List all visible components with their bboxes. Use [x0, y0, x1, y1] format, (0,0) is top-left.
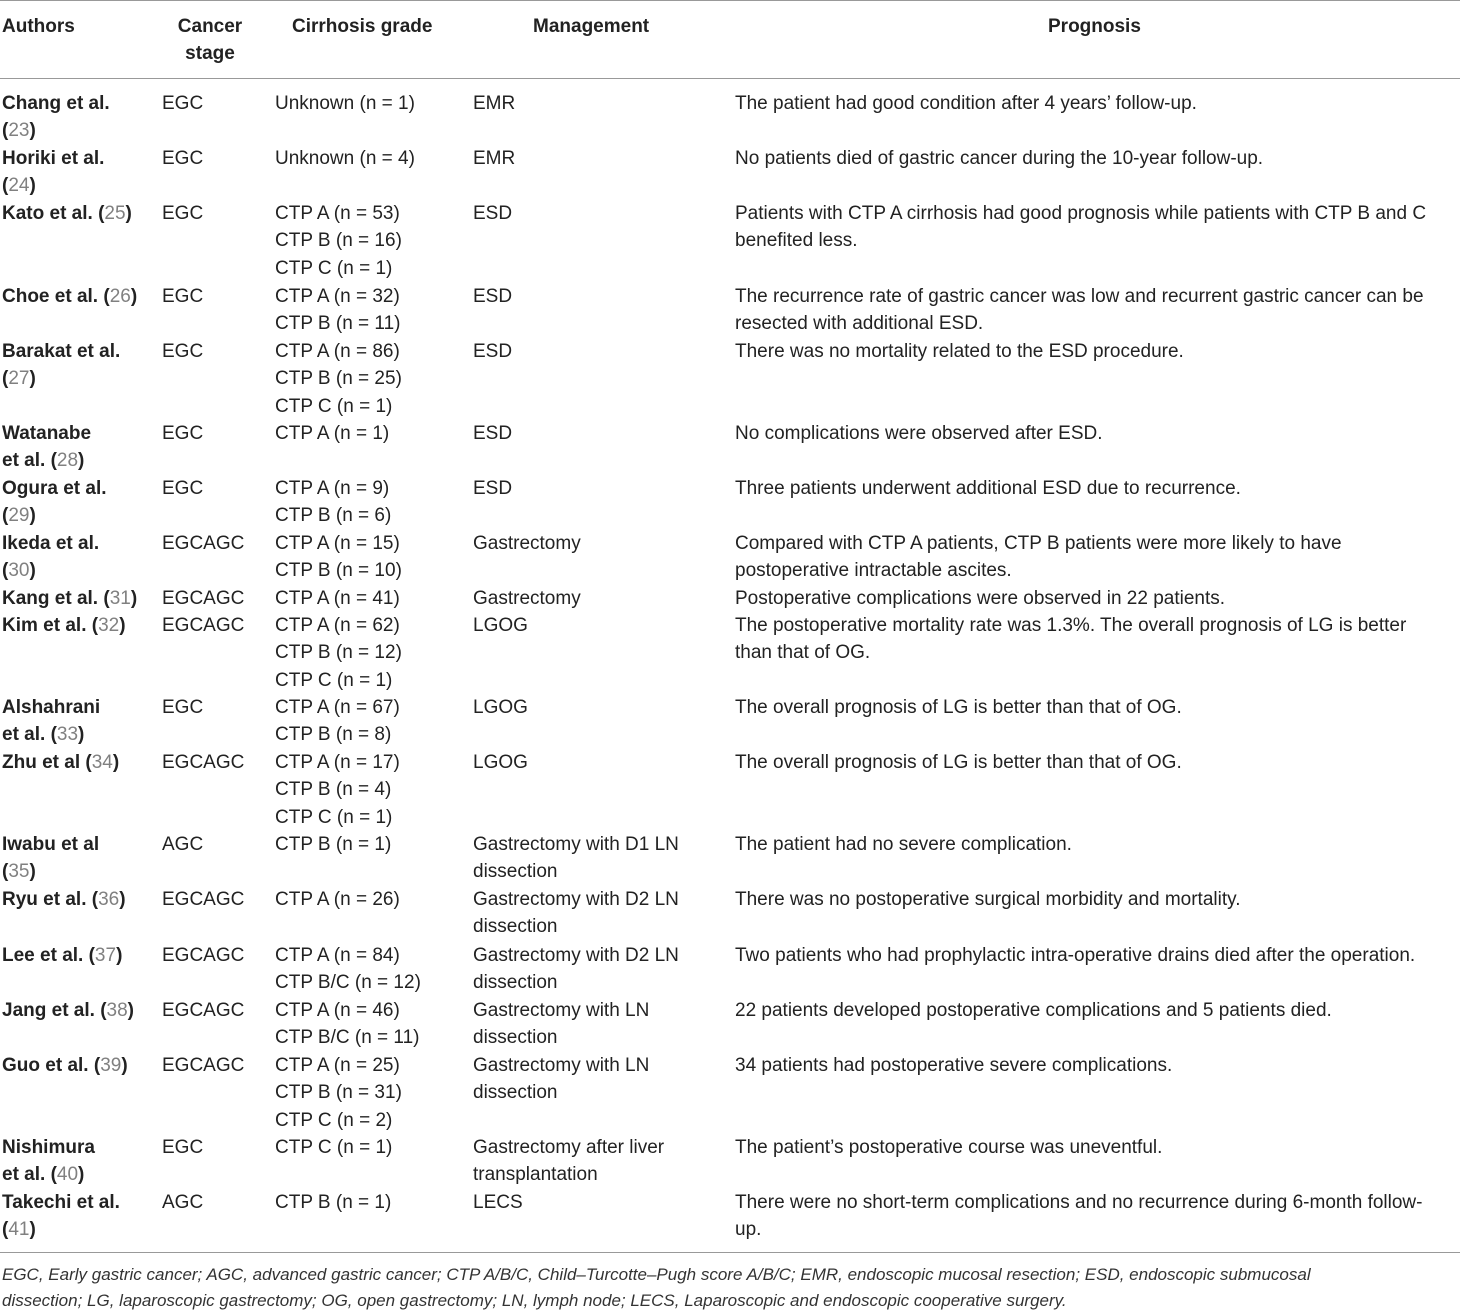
cell-prognosis-line: up. [735, 1219, 762, 1241]
cell-management-line: ESD [473, 478, 513, 499]
cell-prognosis [735, 831, 1457, 858]
author-name: Choe et al. ( [2, 286, 110, 307]
author-bracket: ) [119, 889, 126, 910]
cell-cirrhosis-grade-line: CTP A (n = 32) [275, 286, 400, 307]
footnote-line: EGC, Early gastric cancer; AGC, advanced gastric cancer; CTP A/B/C, Child–Turcotte–Pugh score A/B/C; EMR, endoscopic mucosal resection; ESD, endoscopic submucosal [2, 1265, 1311, 1284]
reference-link[interactable]: 23 [8, 120, 30, 142]
author-name-cont: ( [2, 120, 9, 142]
reference-link[interactable]: 31 [109, 588, 131, 609]
cell-cirrhosis-grade-line: CTP A (n = 67) [275, 697, 400, 718]
cell-prognosis [735, 1189, 1457, 1244]
cell-prognosis [735, 530, 1457, 585]
cell-prognosis-line: Patients with CTP A cirrhosis had good prognosis while patients with CTP B and C [735, 203, 1427, 224]
cell-prognosis [735, 585, 1457, 612]
cell-cancer-stage: EGCAGC [162, 533, 245, 554]
cell-cancer-stage: EGCAGC [162, 752, 245, 773]
cell-cirrhosis-grade-line: CTP A (n = 26) [275, 889, 400, 910]
cell-cancer-stage: AGC [162, 834, 204, 855]
cell-prognosis-line: The overall prognosis of LG is better than that of OG. [735, 752, 1182, 773]
author-name-cont: ( [2, 1219, 9, 1241]
author-name: Lee et al. ( [2, 945, 95, 966]
cell-management-line: Gastrectomy with D2 LN [473, 945, 679, 966]
author-bracket: ) [29, 1219, 36, 1241]
author-name: Kato et al. ( [2, 203, 105, 224]
cell-cancer-stage: EGCAGC [162, 1055, 245, 1076]
cell-management [473, 338, 728, 365]
cell-management-line: dissection [473, 1027, 558, 1049]
cell-cirrhosis-grade-line: CTP B (n = 4) [275, 779, 392, 801]
cell-prognosis-line: benefited less. [735, 230, 858, 252]
cell-prognosis-line: 22 patients developed postoperative complications and 5 patients died. [735, 1000, 1332, 1021]
cell-authors [2, 90, 152, 145]
cell-management-line: ESD [473, 423, 513, 444]
cell-prognosis-line: Three patients underwent additional ESD due to recurrence. [735, 478, 1241, 499]
cell-cirrhosis-grade-line: CTP A (n = 62) [275, 615, 400, 636]
cell-prognosis [735, 475, 1457, 502]
author-bracket: ) [130, 286, 138, 307]
cell-cirrhosis-grade-line: CTP A (n = 84) [275, 945, 400, 966]
cell-cirrhosis-grade-line: CTP A (n = 46) [275, 1000, 400, 1021]
cell-management [473, 694, 728, 721]
cell-management-line: Gastrectomy [473, 588, 581, 609]
cell-management-line: Gastrectomy with D2 LN [473, 889, 679, 910]
cell-authors [2, 942, 152, 969]
cell-management [473, 886, 728, 941]
cell-cirrhosis-grade-line: CTP A (n = 86) [275, 341, 400, 362]
cell-management-line: Gastrectomy with LN [473, 1000, 650, 1021]
cell-cirrhosis-grade [275, 942, 465, 997]
cell-cirrhosis-grade [275, 145, 465, 172]
cell-cirrhosis-grade [275, 749, 465, 831]
cell-prognosis [735, 997, 1457, 1024]
cell-authors [2, 694, 152, 749]
cell-cancer-stage: EGC [162, 697, 204, 718]
author-bracket: ) [29, 120, 36, 142]
cell-cirrhosis-grade-line: CTP A (n = 25) [275, 1055, 400, 1076]
cell-cirrhosis-grade [275, 831, 465, 858]
cell-authors [2, 1134, 152, 1189]
cell-authors [2, 200, 152, 227]
cell-prognosis-line: The overall prognosis of LG is better than that of OG. [735, 697, 1182, 718]
author-name: Ryu et al. ( [2, 889, 99, 910]
author-name: Zhu et al ( [2, 752, 92, 773]
header-authors: Authors [2, 16, 75, 37]
cell-authors [2, 749, 152, 776]
cell-management-line: dissection [473, 861, 558, 883]
cell-prognosis-line: Two patients who had prophylactic intra-operative drains died after the operation. [735, 945, 1416, 966]
cell-cancer-stage: EGC [162, 1137, 204, 1158]
header-cancer-stage [162, 13, 258, 67]
reference-link[interactable]: 37 [94, 945, 117, 966]
cell-prognosis [735, 1052, 1457, 1079]
cell-prognosis-line: The postoperative mortality rate was 1.3%. The overall prognosis of LG is better [735, 615, 1407, 636]
author-name-cont: et al. ( [2, 1164, 57, 1186]
cell-prognosis-line: No complications were observed after ESD. [735, 423, 1103, 444]
header-cirrhosis-grade: Cirrhosis grade [292, 16, 433, 37]
cell-cirrhosis-grade-line: CTP A (n = 41) [275, 588, 400, 609]
cell-cirrhosis-grade-line: CTP C (n = 2) [275, 1109, 393, 1131]
cell-cirrhosis-grade-line: CTP A (n = 1) [275, 423, 390, 444]
cell-cirrhosis-grade-line: CTP A (n = 17) [275, 752, 400, 773]
cell-prognosis-line: There was no mortality related to the ESD procedure. [735, 341, 1184, 362]
author-bracket: ) [29, 505, 36, 527]
reference-link[interactable]: 40 [56, 1164, 79, 1186]
cell-management-line: EMR [473, 148, 516, 169]
table-footnote [2, 1262, 1457, 1314]
cell-cancer-stage: AGC [162, 1192, 204, 1213]
cell-prognosis [735, 338, 1457, 365]
cell-cirrhosis-grade-line: CTP C (n = 1) [275, 1137, 393, 1158]
cell-management [473, 831, 728, 886]
cell-management [473, 1052, 728, 1107]
cell-cirrhosis-grade [275, 283, 465, 338]
cell-cirrhosis-grade-line: CTP C (n = 1) [275, 669, 393, 691]
header-cancer-stage-line2: stage [185, 43, 235, 64]
reference-link[interactable]: 33 [56, 724, 79, 746]
author-bracket: ) [116, 945, 123, 966]
author-name: Alshahrani [2, 697, 101, 718]
cell-management-line: LGOG [473, 615, 528, 636]
cell-authors [2, 530, 152, 585]
cell-management-line: dissection [473, 916, 558, 938]
reference-link[interactable]: 30 [8, 560, 30, 582]
author-name: Horiki et al. [2, 148, 105, 169]
reference-link[interactable]: 28 [56, 450, 79, 472]
cell-cirrhosis-grade-line: CTP B/C (n = 11) [275, 1027, 420, 1049]
header-management: Management [533, 16, 650, 37]
cell-cirrhosis-grade-line: CTP B/C (n = 12) [275, 972, 421, 994]
cell-prognosis [735, 200, 1457, 255]
author-name-cont: et al. ( [2, 724, 57, 746]
cell-prognosis-line: The patient had good condition after 4 years’ follow-up. [735, 93, 1197, 114]
cell-prognosis-line: resected with additional ESD. [735, 313, 984, 335]
cell-management [473, 585, 728, 612]
cell-management [473, 1134, 728, 1189]
cell-cancer-stage: EGC [162, 478, 204, 499]
cell-authors [2, 1189, 152, 1244]
cell-cirrhosis-grade-line: CTP B (n = 11) [275, 313, 401, 335]
cell-prognosis-line: The recurrence rate of gastric cancer was low and recurrent gastric cancer can be [735, 286, 1424, 307]
cell-cirrhosis-grade-line: CTP C (n = 1) [275, 257, 393, 279]
author-name-cont: ( [2, 505, 9, 527]
cell-prognosis-line: The patient’s postoperative course was uneventful. [735, 1137, 1163, 1158]
cell-prognosis [735, 1134, 1457, 1161]
cell-cirrhosis-grade-line: Unknown (n = 1) [275, 93, 415, 114]
cell-management [473, 997, 728, 1052]
footnote-line: dissection; LG, laparoscopic gastrectomy; OG, open gastrectomy; LN, lymph node; LECS, Laparoscopic and endoscopic cooperative surgery. [2, 1291, 1067, 1310]
cell-management-line: dissection [473, 1082, 558, 1104]
cell-prognosis [735, 420, 1457, 447]
author-name: Barakat et al. [2, 341, 121, 362]
author-name: Ikeda et al. [2, 533, 100, 554]
cell-prognosis [735, 942, 1457, 969]
reference-link[interactable]: 25 [104, 203, 126, 224]
cell-authors [2, 886, 152, 913]
cell-management [473, 200, 728, 227]
cell-cancer-stage: EGC [162, 423, 204, 444]
cell-authors [2, 283, 152, 310]
cell-cirrhosis-grade [275, 530, 465, 585]
cell-cirrhosis-grade [275, 90, 465, 117]
cell-authors [2, 831, 152, 886]
author-bracket: ) [78, 450, 85, 472]
cell-management [473, 612, 728, 639]
cell-management [473, 145, 728, 172]
cell-cirrhosis-grade-line: CTP B (n = 1) [275, 834, 392, 855]
author-name-cont: ( [2, 560, 9, 582]
author-name: Watanabe [2, 423, 92, 444]
cell-prognosis [735, 749, 1457, 776]
cell-cancer-stage: EGC [162, 341, 204, 362]
cell-management-line: ESD [473, 286, 513, 307]
cell-management-line: Gastrectomy with LN [473, 1055, 650, 1076]
cell-prognosis-line: No patients died of gastric cancer during the 10-year follow-up. [735, 148, 1264, 169]
cell-authors [2, 475, 152, 530]
author-name: Takechi et al. [2, 1192, 120, 1213]
author-bracket: ) [29, 861, 36, 883]
cell-management-line: LGOG [473, 752, 528, 773]
cell-prognosis-line: Compared with CTP A patients, CTP B patients were more likely to have [735, 533, 1342, 554]
author-bracket: ) [29, 368, 36, 390]
cell-cirrhosis-grade [275, 1189, 465, 1216]
cell-cirrhosis-grade [275, 694, 465, 749]
cell-cancer-stage: EGC [162, 93, 204, 114]
cell-cancer-stage: EGCAGC [162, 945, 245, 966]
cell-management-line: LGOG [473, 697, 528, 718]
cell-cirrhosis-grade [275, 886, 465, 913]
cell-cirrhosis-grade-line: CTP C (n = 1) [275, 806, 393, 828]
cell-cancer-stage: EGCAGC [162, 615, 245, 636]
cell-management-line: dissection [473, 972, 558, 994]
reference-link[interactable]: 27 [8, 368, 30, 390]
cell-prognosis [735, 283, 1457, 338]
table-bottom-rule [0, 1252, 1460, 1253]
cell-cancer-stage: EGCAGC [162, 1000, 245, 1021]
cell-management-line: EMR [473, 93, 516, 114]
author-bracket: ) [112, 752, 120, 773]
cell-prognosis-line: 34 patients had postoperative severe complications. [735, 1055, 1173, 1076]
cell-prognosis [735, 90, 1457, 117]
cell-management-line: Gastrectomy with D1 LN [473, 834, 679, 855]
cell-cirrhosis-grade-line: CTP C (n = 1) [275, 395, 393, 417]
cell-management [473, 1189, 728, 1216]
cell-authors [2, 1052, 152, 1079]
author-bracket: ) [125, 203, 132, 224]
author-name-cont: ( [2, 861, 9, 883]
author-bracket: ) [121, 1055, 128, 1076]
cell-authors [2, 338, 152, 393]
cell-prognosis-line: There was no postoperative surgical morbidity and mortality. [735, 889, 1241, 910]
cell-prognosis-line: than that of OG. [735, 642, 871, 664]
reference-link[interactable]: 26 [109, 286, 131, 307]
cell-cirrhosis-grade [275, 475, 465, 530]
cell-cirrhosis-grade-line: CTP B (n = 8) [275, 724, 392, 746]
cell-prognosis [735, 145, 1457, 172]
cell-management-line: Gastrectomy [473, 533, 581, 554]
cell-cirrhosis-grade-line: CTP B (n = 31) [275, 1082, 402, 1104]
author-bracket: ) [78, 1164, 85, 1186]
cell-cirrhosis-grade-line: CTP B (n = 6) [275, 505, 392, 527]
reference-link[interactable]: 35 [8, 861, 30, 883]
author-bracket: ) [130, 588, 138, 609]
author-name: Chang et al. [2, 93, 110, 114]
cell-management-line: ESD [473, 341, 513, 362]
cell-cancer-stage: EGCAGC [162, 889, 245, 910]
cell-cirrhosis-grade-line: CTP B (n = 16) [275, 230, 402, 252]
cell-cirrhosis-grade [275, 585, 465, 612]
cell-management [473, 530, 728, 557]
header-prognosis: Prognosis [1048, 16, 1141, 37]
author-name-cont: ( [2, 368, 9, 390]
author-bracket: ) [78, 724, 85, 746]
reference-link[interactable]: 32 [98, 615, 120, 636]
cell-prognosis [735, 694, 1457, 721]
cell-management [473, 283, 728, 310]
cell-management-line: LECS [473, 1192, 523, 1213]
author-name-cont: et al. ( [2, 450, 57, 472]
cell-cirrhosis-grade [275, 200, 465, 282]
author-name: Iwabu et al [2, 834, 100, 855]
cell-cancer-stage: EGC [162, 148, 204, 169]
author-name: Guo et al. ( [2, 1055, 101, 1076]
cell-management-line: transplantation [473, 1164, 598, 1186]
reference-link[interactable]: 39 [100, 1055, 122, 1076]
cell-management [473, 90, 728, 117]
cell-management [473, 420, 728, 447]
cell-cancer-stage: EGCAGC [162, 588, 245, 609]
cell-management [473, 942, 728, 997]
cell-management-line: ESD [473, 203, 513, 224]
cell-authors [2, 997, 152, 1024]
author-name: Nishimura [2, 1137, 95, 1158]
reference-link[interactable]: 24 [8, 175, 30, 197]
table-top-rule [0, 0, 1460, 1]
author-name: Jang et al. ( [2, 1000, 107, 1021]
cell-cirrhosis-grade-line: CTP B (n = 12) [275, 642, 402, 664]
cell-prognosis [735, 886, 1457, 913]
cell-cirrhosis-grade-line: CTP B (n = 1) [275, 1192, 392, 1213]
author-bracket: ) [29, 560, 36, 582]
reference-link[interactable]: 29 [8, 505, 30, 527]
author-name: Kang et al. ( [2, 588, 110, 609]
cell-prognosis-line: There were no short-term complications and no recurrence during 6-month follow- [735, 1192, 1423, 1213]
reference-link[interactable]: 34 [91, 752, 113, 773]
author-name: Kim et al. ( [2, 615, 99, 636]
cell-authors [2, 145, 152, 200]
reference-link[interactable]: 38 [106, 1000, 128, 1021]
author-bracket: ) [119, 615, 126, 636]
cell-prognosis-line: The patient had no severe complication. [735, 834, 1072, 855]
cell-cancer-stage: EGC [162, 203, 204, 224]
author-bracket: ) [29, 175, 36, 197]
reference-link[interactable]: 36 [98, 889, 120, 910]
author-name-cont: ( [2, 175, 9, 197]
cell-management-line: Gastrectomy after liver [473, 1137, 665, 1158]
cell-cirrhosis-grade [275, 997, 465, 1052]
cell-authors [2, 585, 152, 612]
cell-cirrhosis-grade [275, 1134, 465, 1161]
cell-authors [2, 612, 152, 639]
author-name: Ogura et al. [2, 478, 107, 499]
author-bracket: ) [127, 1000, 134, 1021]
cell-cirrhosis-grade [275, 338, 465, 420]
cell-cirrhosis-grade-line: Unknown (n = 4) [275, 148, 415, 169]
cell-cirrhosis-grade-line: CTP B (n = 10) [275, 560, 402, 582]
cell-cancer-stage: EGC [162, 286, 204, 307]
cell-cirrhosis-grade [275, 420, 465, 447]
cell-management [473, 475, 728, 502]
cell-management [473, 749, 728, 776]
header-cancer-stage-line1: Cancer [177, 16, 243, 37]
cell-prognosis [735, 612, 1457, 667]
cell-cirrhosis-grade [275, 612, 465, 694]
cell-cirrhosis-grade [275, 1052, 465, 1134]
table-header-rule [0, 78, 1460, 79]
cell-cirrhosis-grade-line: CTP B (n = 25) [275, 368, 402, 390]
cell-prognosis-line: Postoperative complications were observed in 22 patients. [735, 588, 1226, 609]
cell-cirrhosis-grade-line: CTP A (n = 15) [275, 533, 400, 554]
cell-prognosis-line: postoperative intractable ascites. [735, 560, 1012, 582]
cell-cirrhosis-grade-line: CTP A (n = 9) [275, 478, 390, 499]
cell-cirrhosis-grade-line: CTP A (n = 53) [275, 203, 400, 224]
cell-authors [2, 420, 152, 475]
reference-link[interactable]: 41 [8, 1219, 30, 1241]
